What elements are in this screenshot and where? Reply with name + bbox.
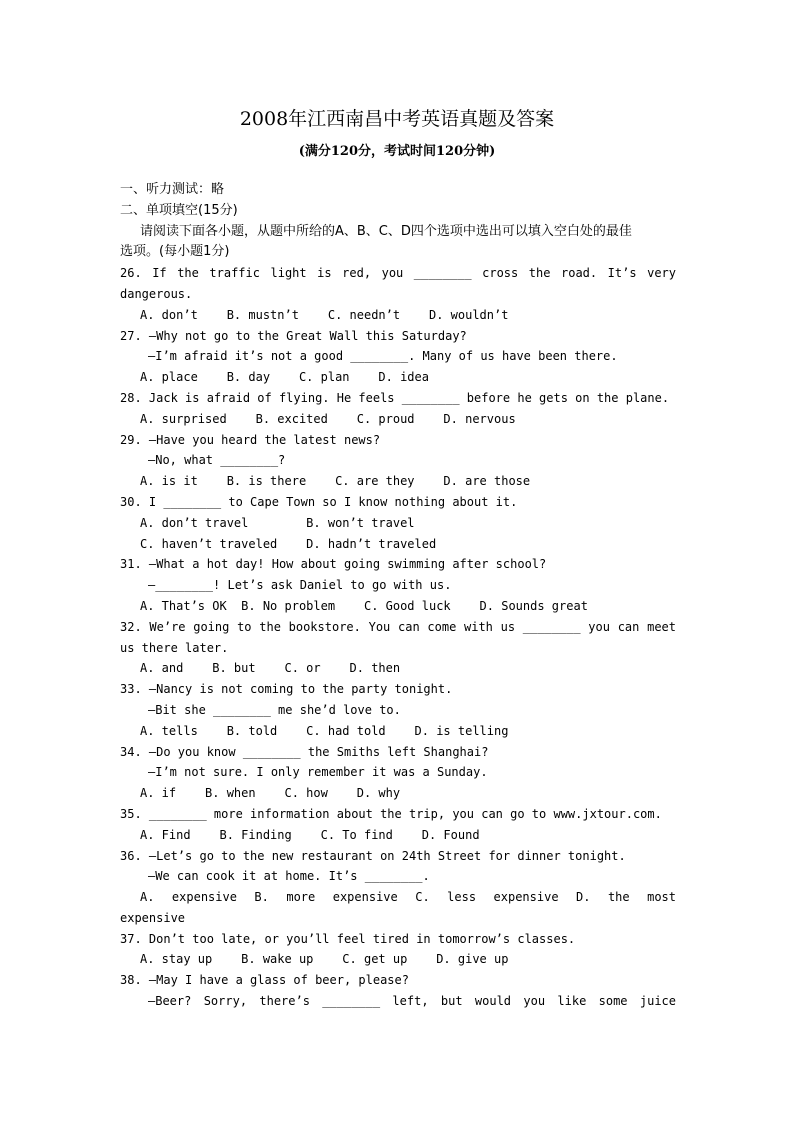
question-26-options: A. don’t B. mustn’t C. needn’t D. wouldn’t bbox=[140, 307, 509, 322]
question-36-reply: —We can cook it at home. It’s ________. bbox=[148, 869, 430, 884]
question-35-options: A. Find B. Finding C. To find D. Found bbox=[140, 827, 480, 842]
question-36-options-cont: expensive bbox=[120, 910, 186, 925]
question-38-reply: —Beer? Sorry, there’s ________ left, but would you like some juice bbox=[148, 994, 676, 1009]
question-28-options: A. surprised B. excited C. proud D. nervous bbox=[140, 411, 516, 426]
question-37: 37. Don’t too late, or you’ll feel tired in tomorrow’s classes. bbox=[120, 931, 576, 946]
question-36-options: A. expensive B. more expensive C. less expensive D. the most bbox=[140, 890, 676, 905]
question-30-options: A. don’t travel B. won’t travel bbox=[140, 515, 415, 530]
question-34-reply: —I’m not sure. I only remember it was a Sunday. bbox=[148, 765, 488, 780]
question-34-options: A. if B. when C. how D. why bbox=[140, 786, 401, 801]
question-31-reply: —________! Let’s ask Daniel to go with us. bbox=[148, 578, 452, 593]
question-33: 33. —Nancy is not coming to the party tonight. bbox=[120, 682, 453, 697]
question-33-options: A. tells B. told C. had told D. is telling bbox=[140, 723, 509, 738]
question-29-options: A. is it B. is there C. are they D. are those bbox=[140, 474, 531, 489]
question-26: 26. If the traffic light is red, you ________ cross the road. It’s very bbox=[120, 266, 676, 281]
question-27-reply: —I’m afraid it’s not a good ________. Many of us have been there. bbox=[148, 349, 618, 364]
question-33-reply: —Bit she ________ me she’d love to. bbox=[148, 702, 401, 717]
question-37-options: A. stay up B. wake up C. get up D. give up bbox=[140, 952, 509, 967]
exam-content bbox=[120, 180, 676, 1012]
page-subtitle: (满分120分，考试时间120分钟) bbox=[298, 144, 496, 159]
question-31-options: A. That’s OK B. No problem C. Good luck D. Sounds great bbox=[140, 598, 588, 613]
question-30-options: C. haven’t traveled D. hadn’t traveled bbox=[140, 536, 437, 551]
instruction-line: 请阅读下面各小题，从题中所给的A、B、C、D四个选项中选出可以填入空白处的最佳 bbox=[140, 223, 632, 239]
question-29-reply: —No, what ________? bbox=[148, 453, 286, 468]
question-27-options: A. place B. day C. plan D. idea bbox=[140, 370, 429, 385]
question-29: 29. —Have you heard the latest news? bbox=[120, 432, 381, 447]
question-30: 30. I ________ to Cape Town so I know nothing about it. bbox=[120, 494, 518, 509]
question-31: 31. —What a hot day! How about going swimming after school? bbox=[120, 557, 547, 572]
question-27: 27. —Why not go to the Great Wall this Saturday? bbox=[120, 328, 467, 343]
question-32-options: A. and B. but C. or D. then bbox=[140, 661, 401, 676]
section-heading-single-choice: 二、单项填空(15分) bbox=[120, 202, 238, 218]
question-26-cont: dangerous. bbox=[120, 286, 193, 301]
question-36: 36. —Let’s go to the new restaurant on 24th Street for dinner tonight. bbox=[120, 848, 626, 863]
question-32: 32. We’re going to the bookstore. You can come with us ________ you can meet bbox=[120, 619, 676, 634]
question-35: 35. ________ more information about the trip, you can go to www.jxtour.com. bbox=[120, 806, 662, 821]
section-heading-listening: 一、听力测试：略 bbox=[120, 182, 225, 197]
question-38: 38. —May I have a glass of beer, please? bbox=[120, 973, 409, 988]
question-32-cont: us there later. bbox=[120, 640, 229, 655]
instruction-line: 选项。(每小题1分) bbox=[120, 244, 230, 260]
page-title: 2008年江西南昌中考英语真题及答案 bbox=[239, 108, 555, 130]
question-28: 28. Jack is afraid of flying. He feels ________ before he gets on the plane. bbox=[120, 390, 670, 405]
question-34: 34. —Do you know ________ the Smiths left Shanghai? bbox=[120, 744, 489, 759]
